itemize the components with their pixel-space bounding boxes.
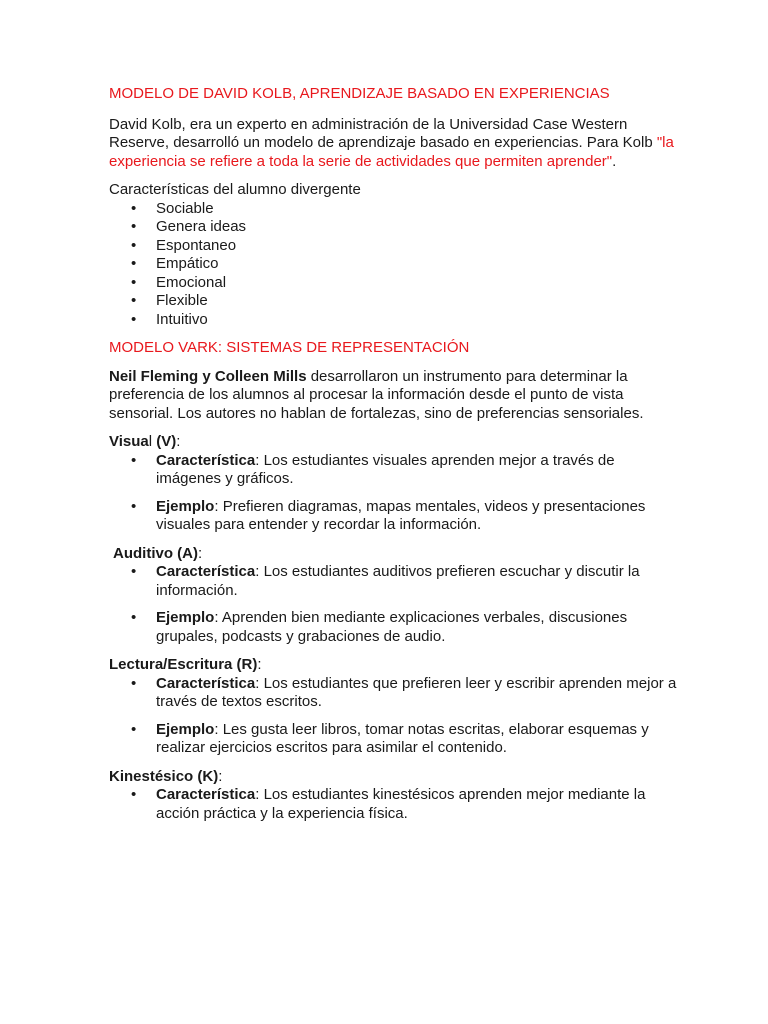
vark-heading: MODELO VARK: SISTEMAS DE REPRESENTACIÓN [109, 339, 470, 356]
list-item [109, 675, 678, 712]
kolb-intro-text: David Kolb, era un experto en administración de la Universidad Case Western Reserve, desarrolló un modelo de aprendizaje basado en experiencias. Para Kolb [109, 115, 657, 151]
list-item: • Intuitivo [109, 311, 678, 330]
list-item: • Emocional [109, 274, 678, 293]
style-title-colon: : [218, 767, 223, 785]
kinestesico-details-list [109, 786, 678, 823]
characteristic-text: : Los estudiantes que prefieren leer y escribir aprenden mejor a través de textos escritos. [156, 674, 677, 710]
style-title-auditivo [109, 545, 678, 564]
kolb-intro-end: . [612, 152, 617, 170]
list-item [109, 786, 678, 823]
list-item: • Empático [109, 255, 678, 274]
example-label: Ejemplo [156, 497, 215, 515]
characteristic-label: Característica [156, 563, 256, 580]
vark-intro-paragraph [109, 368, 678, 424]
style-title-text: Auditivo (A) [113, 544, 198, 562]
lectura-details-list [109, 675, 678, 758]
style-title-part: (V) [152, 433, 177, 450]
example-label: Ejemplo [156, 609, 215, 626]
example-text: : Les gusta leer libros, tomar notas escritas, elaborar esquemas y realizar ejercicios escritos para asimilar el contenido. [156, 720, 649, 756]
style-title-kinestesico [109, 768, 678, 787]
divergent-traits-list [109, 200, 678, 330]
style-title-colon: : [197, 544, 203, 562]
style-title-visual [109, 433, 678, 452]
characteristic-text: : Los estudiantes auditivos prefieren escuchar y discutir la información. [156, 563, 640, 599]
characteristic-label: Característica [156, 786, 256, 803]
style-title-colon: : [176, 433, 181, 450]
list-item [109, 721, 678, 758]
characteristic-label: Característica [156, 451, 256, 469]
style-title-part: l [148, 433, 153, 450]
style-title-lectura [109, 656, 678, 675]
characteristic-text: : Los estudiantes kinestésicos aprenden mejor mediante la acción práctica y la experiencia física. [156, 786, 646, 822]
list-item [109, 563, 678, 600]
list-item: • Genera ideas [109, 218, 678, 237]
style-title-part: Visua [109, 433, 149, 450]
example-label: Ejemplo [156, 720, 215, 738]
characteristic-label: Característica [156, 674, 256, 692]
divergent-subheading: Características del alumno divergente [109, 181, 361, 198]
kolb-intro-paragraph [109, 116, 678, 172]
auditivo-details-list [109, 563, 678, 646]
example-text: : Prefieren diagramas, mapas mentales, videos y presentaciones visuales para entender y recordar la información. [156, 497, 646, 533]
characteristic-text: : Los estudiantes visuales aprenden mejor a través de imágenes y gráficos. [156, 451, 615, 487]
list-item: • Sociable [109, 200, 678, 219]
style-title-text: Lectura/Escritura (R) [109, 656, 258, 673]
example-text: : Aprenden bien mediante explicaciones verbales, discusiones grupales, podcasts y grabaciones de audio. [156, 609, 628, 645]
list-item [109, 452, 678, 489]
style-title-colon: : [257, 656, 262, 673]
list-item [109, 498, 678, 535]
list-item: • Flexible [109, 292, 678, 311]
style-title-text: Kinestésico (K) [109, 767, 219, 785]
kolb-heading: MODELO DE DAVID KOLB, APRENDIZAJE BASADO EN EXPERIENCIAS [109, 85, 610, 102]
kolb-quote: "la experiencia se refiere a toda la serie de actividades que permiten aprender" [109, 134, 674, 170]
visual-details-list [109, 452, 678, 535]
vark-intro-text: desarrollaron un instrumento para determinar la preferencia de los alumnos al procesar la información desde el punto de vista sensorial. Los autores no hablan de fortalezas, sino de preferencias sensoriales. [109, 367, 644, 422]
list-item: • Espontaneo [109, 237, 678, 256]
list-item [109, 609, 678, 646]
vark-authors: Neil Fleming y Colleen Mills [109, 367, 307, 385]
